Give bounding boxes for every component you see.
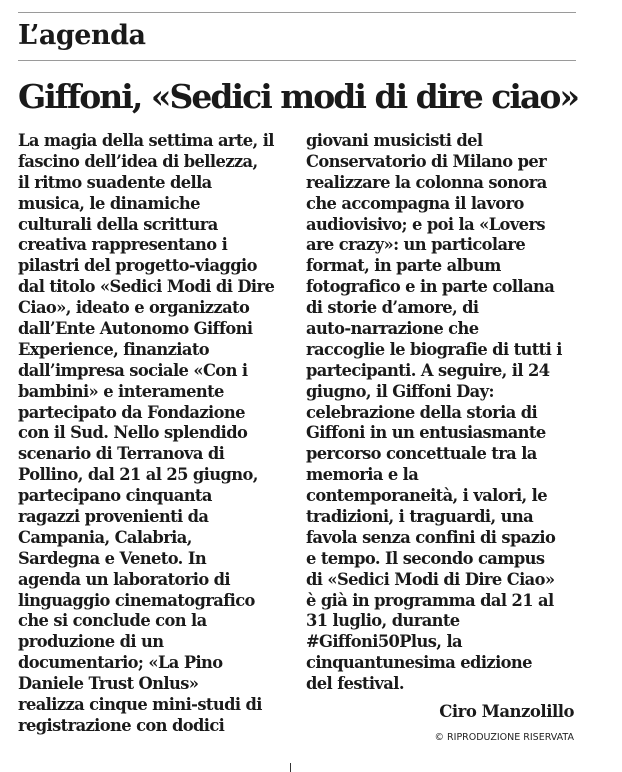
top-rule — [18, 12, 576, 13]
body-text-line: musica, le dinamiche — [18, 193, 200, 213]
body-text-line: di storie d’amore, di — [306, 298, 479, 318]
body-text-line: partecipanti. A seguire, il 24 — [306, 360, 550, 380]
body-text-line: Campania, Calabria, — [18, 527, 192, 547]
body-text-line: format, in parte album — [306, 256, 501, 276]
body-text-line: audiovisivo; e poi la «Lovers — [306, 214, 545, 234]
body-text-line: bambini» e interamente — [18, 381, 224, 401]
body-text-line: Daniele Trust Onlus» — [18, 674, 199, 694]
body-text-line: registrazione con dodici — [18, 715, 225, 735]
page-tick-mark — [290, 763, 291, 772]
body-text-line: partecipano cinquanta — [18, 486, 212, 506]
body-text-line: è già in programma dal 21 al — [306, 590, 554, 610]
body-text-line: celebrazione della storia di — [306, 402, 538, 422]
body-text-line: giugno, il Giffoni Day: — [306, 381, 494, 401]
body-text-line: dall’Ente Autonomo Giffoni — [18, 319, 253, 339]
body-text-line: Conservatorio di Milano per — [306, 151, 547, 171]
body-text-line: partecipato da Fondazione — [18, 402, 245, 422]
body-text-line: ragazzi provenienti da — [18, 507, 209, 527]
body-text-line: are crazy»: un particolare — [306, 235, 526, 255]
body-text-line: Sardegna e Veneto. In — [18, 548, 207, 568]
copyright-notice: © RIPRODUZIONE RISERVATA — [434, 732, 574, 743]
body-text-line: fascino dell’idea di bellezza, — [18, 151, 258, 171]
body-text-line: di «Sedici Modi di Dire Ciao» — [306, 569, 555, 589]
body-text-line: Experience, finanziato — [18, 339, 209, 359]
body-text-line: scenario di Terranova di — [18, 444, 225, 464]
body-text-line: che si conclude con la — [18, 611, 207, 631]
body-text-line: pilastri del progetto-viaggio — [18, 256, 257, 276]
body-text-line: fotografico e in parte collana — [306, 277, 555, 297]
body-text-line: #Giffoni50Plus, la — [306, 632, 462, 652]
body-text-line: contemporaneità, i valori, le — [306, 486, 548, 506]
body-text-line: La magia della settima arte, il — [18, 131, 274, 150]
body-text-line: del festival. — [306, 674, 404, 694]
body-text-line: Giffoni in un entusiasmante — [306, 423, 546, 443]
body-text-line: linguaggio cinematografico — [18, 590, 255, 610]
body-text-line: creativa rappresentano i — [18, 235, 228, 255]
body-text-line: percorso concettuale tra la — [306, 444, 537, 464]
section-label: L’agenda — [18, 20, 146, 51]
body-text-line: con il Sud. Nello splendido — [18, 423, 248, 443]
body-text-line: realizza cinque mini-studi di — [18, 695, 262, 715]
article-author: Ciro Manzolillo — [439, 702, 574, 721]
body-text-line: memoria e la — [306, 465, 419, 485]
body-text-line: Pollino, dal 21 al 25 giugno, — [18, 465, 258, 485]
body-text-line: agenda un laboratorio di — [18, 569, 231, 589]
body-text-line: cinquantunesima edizione — [306, 653, 532, 673]
body-text-line: realizzare la colonna sonora — [306, 172, 547, 192]
body-text-line: giovani musicisti del — [306, 131, 483, 150]
body-text-line: tradizioni, i traguardi, una — [306, 507, 534, 527]
section-divider — [18, 60, 576, 61]
body-text-line: Ciao», ideato e organizzato — [18, 298, 250, 318]
body-text-line: 31 luglio, durante — [306, 611, 460, 631]
body-text-line: documentario; «La Pino — [18, 653, 223, 673]
body-text-line: e tempo. Il secondo campus — [306, 548, 545, 568]
article-column-2 — [306, 131, 581, 695]
article-headline: Giffoni, «Sedici modi di dire ciao» — [18, 77, 579, 116]
body-text-line: produzione di un — [18, 632, 164, 652]
body-text-line: raccoglie le biografie di tutti i — [306, 339, 562, 359]
body-text-line: favola senza confini di spazio — [306, 527, 556, 547]
body-text-line: dall’impresa sociale «Con i — [18, 360, 248, 380]
article-column-1 — [18, 131, 303, 737]
body-text-line: dal titolo «Sedici Modi di Dire — [18, 277, 275, 297]
body-text-line: auto-narrazione che — [306, 319, 479, 339]
body-text-line: che accompagna il lavoro — [306, 193, 524, 213]
body-text-line: il ritmo suadente della — [18, 172, 212, 192]
body-text-line: culturali della scrittura — [18, 214, 218, 234]
